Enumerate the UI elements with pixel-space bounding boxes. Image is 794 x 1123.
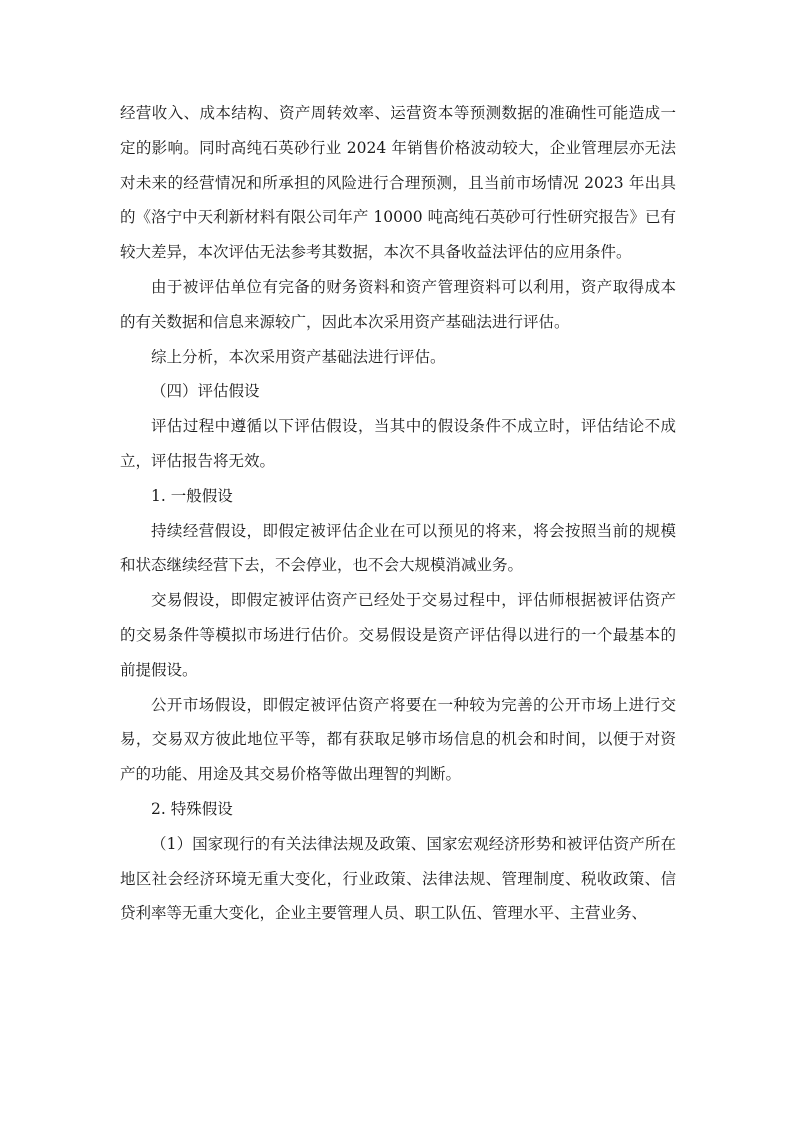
subheading-special-assumptions: 2. 特殊假设 bbox=[151, 799, 233, 818]
paragraph-assumptions-intro: 评估过程中遵循以下评估假设，当其中的假设条件不成立时，评估结论不成立，评估报告将无效。 bbox=[120, 417, 676, 470]
paragraph-asset-basis-reason: 由于被评估单位有完备的财务资料和资产管理资料可以利用，资产取得成本的有关数据和信息来源较广，因此本次采用资产基础法进行评估。 bbox=[120, 277, 676, 331]
section-heading-assumptions: （四）评估假设 bbox=[151, 382, 260, 401]
paragraph-transaction-assumption: 交易假设，即假定被评估资产已经处于交易过程中，评估师根据被评估资产的交易条件等模拟市场进行估价。交易假设是资产评估得以进行的一个最基本的前提假设。 bbox=[120, 591, 676, 679]
paragraph-open-market-assumption: 公开市场假设，即假定被评估资产将要在一种较为完善的公开市场上进行交易，交易双方彼此地位平等，都有获取足够市场信息的机会和时间，以便于对资产的功能、用途及其交易价格等做出理智的判断。 bbox=[120, 695, 676, 784]
paragraph-going-concern: 持续经营假设，即假定被评估企业在可以预见的将来，将会按照当前的规模和状态继续经营下去，不会停业，也不会大规模消减业务。 bbox=[120, 521, 676, 575]
paragraph-special-assumption-1: （1）国家现行的有关法律法规及政策、国家宏观经济形势和被评估资产所在地区社会经济环境无重大变化，行业政策、法律法规、管理制度、税收政策、信贷利率等无重大变化，企业主要管理人员、职工队伍、管理水平、主营业务、 bbox=[120, 834, 676, 923]
document-page bbox=[120, 96, 676, 931]
paragraph-income-forecast: 经营收入、成本结构、资产周转效率、运营资本等预测数据的准确性可能造成一定的影响。同时高纯石英砂行业 2024 年销售价格波动较大，企业管理层亦无法对未来的经营情况和所承担的风险进行合理预测，且当前市场情况 2023 年出具的《洛宁中天利新材料有限公司年产 10000 吨高纯石英砂可行性研究报告》已有较大差异，本次评估无法参考其数据，本次不具备收益法评估的应用条件。 bbox=[120, 104, 676, 262]
subheading-general-assumptions: 1. 一般假设 bbox=[151, 486, 233, 505]
paragraph-conclusion: 综上分析，本次采用资产基础法进行评估。 bbox=[151, 347, 446, 366]
